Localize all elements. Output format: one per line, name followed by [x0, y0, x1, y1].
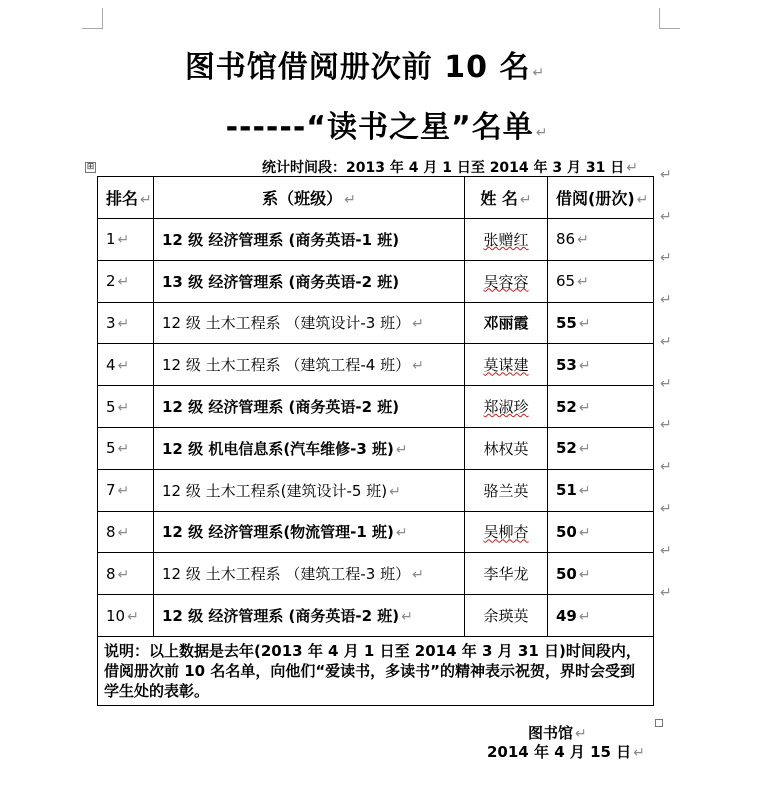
cell-count[interactable]: 50 ↵: [548, 511, 654, 553]
header-rank[interactable]: 排名 ↵: [98, 177, 154, 219]
cell-dept[interactable]: 12 级 经济管理系 (商务英语-2 班) ↵: [154, 595, 465, 637]
row-end-mark: ↵: [660, 292, 672, 309]
cell-rank[interactable]: 10 ↵: [98, 595, 154, 637]
cell-dept[interactable]: 12 级 土木工程系 （建筑工程-3 班） ↵: [154, 553, 465, 595]
header-dept[interactable]: 系（班级） ↵: [154, 177, 465, 219]
signature-org-text: 图书馆: [528, 724, 574, 742]
row-end-mark: ↵: [660, 375, 672, 392]
cell-dept[interactable]: 12 级 土木工程系 （建筑工程-4 班） ↵: [154, 344, 465, 386]
cell-dept[interactable]: 12 级 经济管理系 (商务英语-1 班): [154, 219, 465, 261]
table-row: [98, 302, 655, 344]
paragraph-mark-icon: ↵: [532, 65, 546, 81]
cell-count[interactable]: 86 ↵: [548, 219, 654, 261]
cell-dept[interactable]: 12 级 经济管理系 (商务英语-2 班): [154, 386, 465, 428]
cell-count[interactable]: 53 ↵: [548, 344, 654, 386]
note-text: 说明：以上数据是去年(2013 年 4 月 1 日至 2014 年 3 月 31 日)时间段内，借阅册次前 10 名名单，向他们“爱读书，多读书”的精神表示祝贺，界时会受到学生处的表彰。: [104, 641, 641, 700]
cell-count[interactable]: 50 ↵: [548, 553, 654, 595]
table-row: [98, 260, 655, 302]
table-row: [98, 511, 655, 553]
table-row: [98, 386, 655, 428]
cell-name[interactable]: 邓丽霞: [465, 302, 548, 344]
paragraph-mark-icon: ↵: [535, 125, 549, 141]
table-row: [98, 219, 655, 261]
cell-name[interactable]: 吴柳杏: [465, 511, 548, 553]
title-line-2: [0, 102, 774, 146]
cell-count[interactable]: 65 ↵: [548, 260, 654, 302]
cell-rank[interactable]: 4 ↵: [98, 344, 154, 386]
note-cell[interactable]: [98, 636, 654, 705]
cell-count[interactable]: 52 ↵: [548, 386, 654, 428]
title-line-1-text: 图书馆借阅册次前 10 名: [184, 50, 531, 85]
title-line-1: [0, 42, 730, 86]
paragraph-mark-icon: ↵: [626, 160, 638, 176]
row-end-mark: ↵: [660, 417, 672, 434]
cell-count[interactable]: 49 ↵: [548, 595, 654, 637]
paragraph-mark-icon: ↵: [633, 745, 645, 761]
header-count[interactable]: 借阅(册次) ↵: [548, 177, 654, 219]
cell-dept[interactable]: 12 级 土木工程系(建筑设计-5 班) ↵: [154, 469, 465, 511]
row-end-mark: ↵: [660, 208, 672, 225]
table-row: [98, 553, 655, 595]
row-end-mark: ↵: [660, 584, 672, 601]
cell-name[interactable]: 李华龙: [465, 553, 548, 595]
cell-rank[interactable]: 5 ↵: [98, 386, 154, 428]
table-row: [98, 469, 655, 511]
row-end-mark: ↵: [660, 333, 672, 350]
cell-name[interactable]: 吴容容: [465, 260, 548, 302]
signature-date-text: 2014 年 4 月 15 日: [487, 743, 632, 761]
cell-name[interactable]: 林权英: [465, 427, 548, 469]
row-end-mark: ↵: [660, 166, 672, 183]
title-line-2-text: ------“读书之星”名单: [225, 110, 534, 145]
paragraph-mark-icon: ↵: [575, 726, 587, 742]
cell-rank[interactable]: 1 ↵: [98, 219, 154, 261]
cell-dept[interactable]: 12 级 机电信息系(汽车维修-3 班) ↵: [154, 427, 465, 469]
stat-period-text: 统计时间段：2013 年 4 月 1 日至 2014 年 3 月 31 日: [262, 160, 625, 176]
page-corner-mark-left: [82, 8, 103, 29]
cell-name[interactable]: 余瑛英: [465, 595, 548, 637]
cell-name[interactable]: 张赠红: [465, 219, 548, 261]
cell-name[interactable]: 骆兰英: [465, 469, 548, 511]
cell-rank[interactable]: 7 ↵: [98, 469, 154, 511]
cell-name[interactable]: 莫谋建: [465, 344, 548, 386]
table-row: [98, 595, 655, 637]
header-name[interactable]: 姓 名 ↵: [465, 177, 548, 219]
cell-rank[interactable]: 8 ↵: [98, 553, 154, 595]
cell-dept[interactable]: 12 级 土木工程系 （建筑设计-3 班） ↵: [154, 302, 465, 344]
stat-period: [262, 157, 638, 177]
note-row: [98, 636, 655, 705]
row-end-mark: ↵: [660, 459, 672, 476]
table-resize-handle-icon[interactable]: [655, 719, 663, 727]
cell-count[interactable]: 51 ↵: [548, 469, 654, 511]
cell-count[interactable]: 55 ↵: [548, 302, 654, 344]
table-row: [98, 427, 655, 469]
signature-date: [487, 741, 645, 762]
cell-rank[interactable]: 8 ↵: [98, 511, 154, 553]
cell-count[interactable]: 52 ↵: [548, 427, 654, 469]
cell-dept[interactable]: 13 级 经济管理系 (商务英语-2 班): [154, 260, 465, 302]
table-header-row: [98, 177, 655, 219]
signature-org: [528, 722, 587, 743]
row-end-mark: ↵: [660, 542, 672, 559]
cell-rank[interactable]: 3 ↵: [98, 302, 154, 344]
table-row: [98, 344, 655, 386]
cell-name[interactable]: 郑淑珍: [465, 386, 548, 428]
cell-dept[interactable]: 12 级 经济管理系(物流管理-1 班) ↵: [154, 511, 465, 553]
cell-rank[interactable]: 5 ↵: [98, 427, 154, 469]
row-end-mark: ↵: [660, 250, 672, 267]
row-end-mark: ↵: [660, 501, 672, 518]
cell-rank[interactable]: 2 ↵: [98, 260, 154, 302]
page-corner-mark-right: [659, 8, 680, 29]
row-end-mark: [654, 636, 655, 705]
table-move-handle-icon[interactable]: ⊞: [86, 162, 95, 172]
